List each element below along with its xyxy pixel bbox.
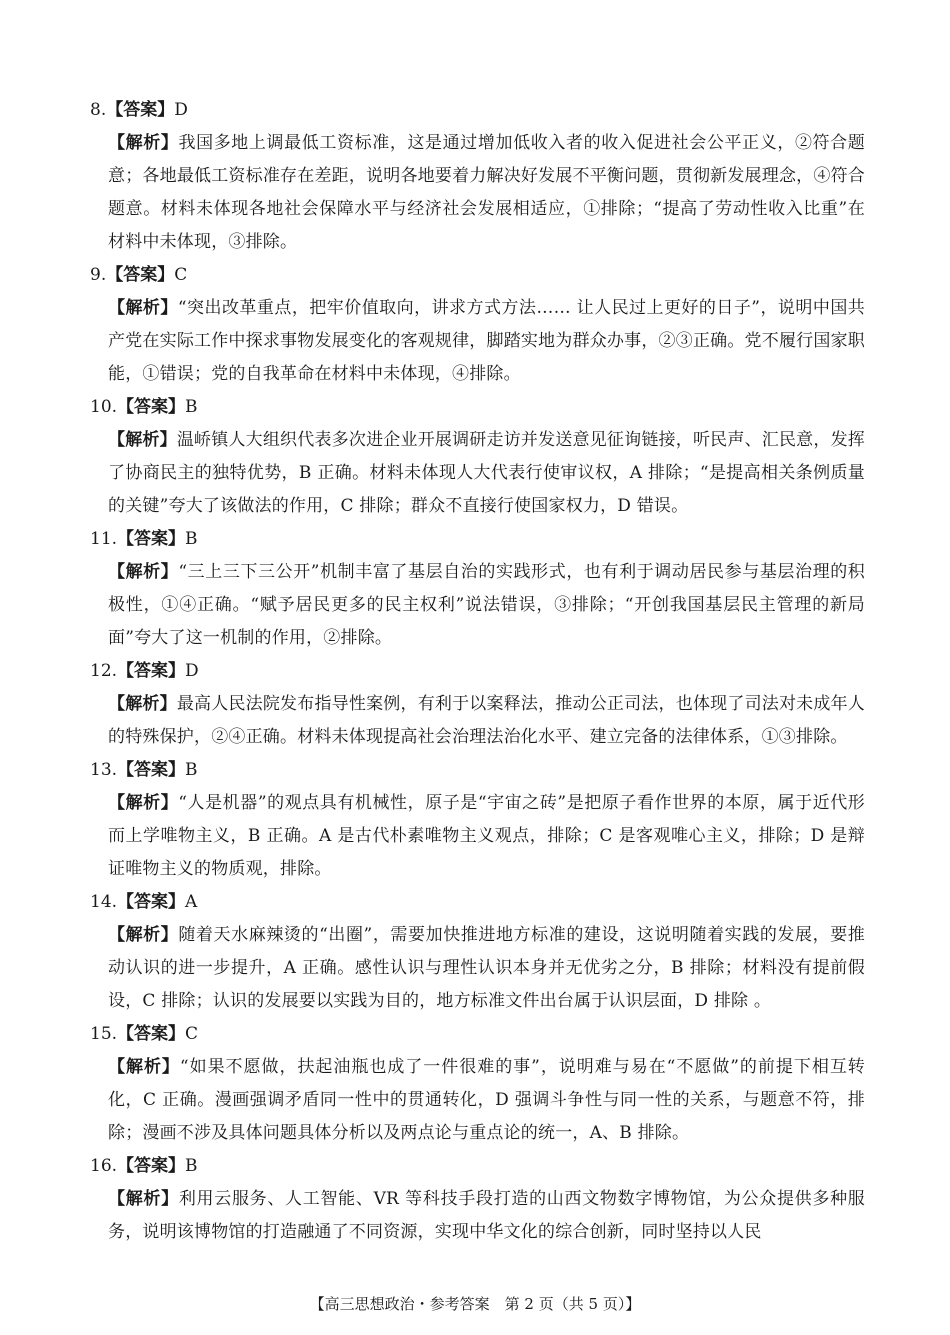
question-item-16 — [90, 1150, 865, 1249]
answer-line — [90, 886, 865, 919]
analysis-label: 【解析】 — [108, 1057, 180, 1077]
analysis-label: 【解析】 — [108, 925, 179, 945]
page-footer: 【高三思想政治・参考答案 第 2 页（共 5 页）】 — [309, 1295, 641, 1313]
answer-value: C — [185, 1024, 199, 1044]
analysis-text: 最高人民法院发布指导性案例，有利于以案释法，推动公正司法，也体现了司法对未成年人的特殊保护，②④正确。材料未体现提高社会治理法治化水平、建立完备的法律体系，①③排除。 — [108, 694, 865, 747]
question-item-11 — [90, 523, 865, 655]
answer-value: C — [174, 265, 188, 285]
question-item-9 — [90, 259, 865, 391]
analysis-paragraph — [90, 127, 865, 259]
question-number: 10. — [90, 397, 118, 417]
analysis-paragraph — [90, 292, 865, 391]
analysis-text: “三上三下三公开”机制丰富了基层自治的实践形式，也有利于调动居民参与基层治理的积极性，①④正确。“赋予居民更多的民主权利”说法错误，③排除；“开创我国基层民主管理的新局面”夸大了这一机制的作用，②排除。 — [108, 562, 865, 648]
answer-label: 【答案】 — [106, 265, 175, 285]
question-item-15 — [90, 1018, 865, 1150]
question-number: 11. — [90, 529, 118, 549]
analysis-paragraph — [90, 688, 865, 754]
answer-line — [90, 1018, 865, 1051]
question-number: 8. — [90, 100, 107, 120]
answer-value: B — [185, 529, 198, 549]
question-item-12 — [90, 655, 865, 754]
answer-line — [90, 655, 865, 688]
answer-value: B — [185, 760, 198, 780]
question-item-10 — [90, 391, 865, 523]
question-number: 16. — [90, 1156, 118, 1176]
answer-line — [90, 1150, 865, 1183]
answer-label: 【答案】 — [117, 760, 186, 780]
analysis-paragraph — [90, 919, 865, 1018]
answer-line — [90, 754, 865, 787]
answer-label: 【答案】 — [106, 100, 175, 120]
analysis-label: 【解析】 — [108, 430, 177, 450]
answer-line — [90, 391, 865, 424]
answer-list — [90, 94, 865, 1249]
analysis-paragraph — [90, 1051, 865, 1150]
answer-value: B — [185, 1156, 198, 1176]
analysis-text: “人是机器”的观点具有机械性，原子是“宇宙之砖”是把原子看作世界的本原，属于近代形而上学唯物主义，B 正确。A 是古代朴素唯物主义观点，排除；C 是客观唯心主义，排除；D 是辩证唯物主义的物质观，排除。 — [108, 793, 865, 879]
answer-label: 【答案】 — [117, 529, 186, 549]
answer-value: D — [185, 661, 199, 681]
question-item-8 — [90, 94, 865, 259]
answer-value: A — [185, 892, 198, 912]
analysis-text: “突出改革重点，把牢价值取向，讲求方式方法…… 让人民过上更好的日子”，说明中国共产党在实际工作中探求事物发展变化的客观规律，脚踏实地为群众办事，②③正确。党不履行国家职能，①错误；党的自我革命在材料中未体现，④排除。 — [108, 298, 865, 384]
analysis-label: 【解析】 — [108, 694, 177, 714]
answer-label: 【答案】 — [117, 892, 186, 912]
question-number: 12. — [90, 661, 118, 681]
question-number: 13. — [90, 760, 118, 780]
question-number: 15. — [90, 1024, 118, 1044]
answer-value: B — [185, 397, 198, 417]
question-item-13 — [90, 754, 865, 886]
analysis-text: 温峤镇人大组织代表多次进企业开展调研走访并发送意见征询链接，听民声、汇民意，发挥了协商民主的独特优势，B 正确。材料未体现人大代表行使审议权，A 排除；“是提高相关条例质量的关键”夸大了该做法的作用，C 排除；群众不直接行使国家权力，D 错误。 — [108, 430, 865, 516]
analysis-paragraph — [90, 1183, 865, 1249]
analysis-paragraph — [90, 556, 865, 655]
analysis-text: “如果不愿做，扶起油瓶也成了一件很难的事”，说明难与易在“不愿做”的前提下相互转化，C 正确。漫画强调矛盾同一性中的贯通转化，D 强调斗争性与同一性的关系，与题意不符，排除；漫画不涉及具体问题具体分析以及两点论与重点论的统一，A、B 排除。 — [108, 1057, 865, 1143]
analysis-text: 利用云服务、人工智能、VR 等科技手段打造的山西文物数字博物馆，为公众提供多种服务，说明该博物馆的打造融通了不同资源，实现中华文化的综合创新，同时坚持以人民 — [108, 1189, 865, 1242]
question-number: 14. — [90, 892, 118, 912]
question-item-14 — [90, 886, 865, 1018]
answer-label: 【答案】 — [117, 1024, 186, 1044]
answer-label: 【答案】 — [117, 1156, 186, 1176]
question-number: 9. — [90, 265, 107, 285]
answer-label: 【答案】 — [117, 397, 186, 417]
answer-value: D — [174, 100, 188, 120]
analysis-label: 【解析】 — [108, 133, 179, 153]
analysis-text: 随着天水麻辣烫的“出圈”，需要加快推进地方标准的建设，这说明随着实践的发展，要推动认识的进一步提升，A 正确。感性认识与理性认识本身并无优劣之分，B 排除；材料没有提前假设，C 排除；认识的发展要以实践为目的，地方标准文件出台属于认识层面，D 排除 。 — [108, 925, 865, 1011]
answer-line — [90, 259, 865, 292]
answer-line — [90, 523, 865, 556]
analysis-label: 【解析】 — [108, 793, 179, 813]
analysis-label: 【解析】 — [108, 298, 178, 318]
analysis-label: 【解析】 — [108, 562, 179, 582]
analysis-text: 我国多地上调最低工资标准，这是通过增加低收入者的收入促进社会公平正义，②符合题意；各地最低工资标准存在差距，说明各地要着力解决好发展不平衡问题，贯彻新发展理念，④符合题意。材料未体现各地社会保障水平与经济社会发展相适应，①排除；“提高了劳动性收入比重”在材料中未体现，③排除。 — [108, 133, 865, 252]
analysis-label: 【解析】 — [108, 1189, 179, 1209]
analysis-paragraph — [90, 424, 865, 523]
answer-label: 【答案】 — [117, 661, 186, 681]
analysis-paragraph — [90, 787, 865, 886]
answer-line — [90, 94, 865, 127]
